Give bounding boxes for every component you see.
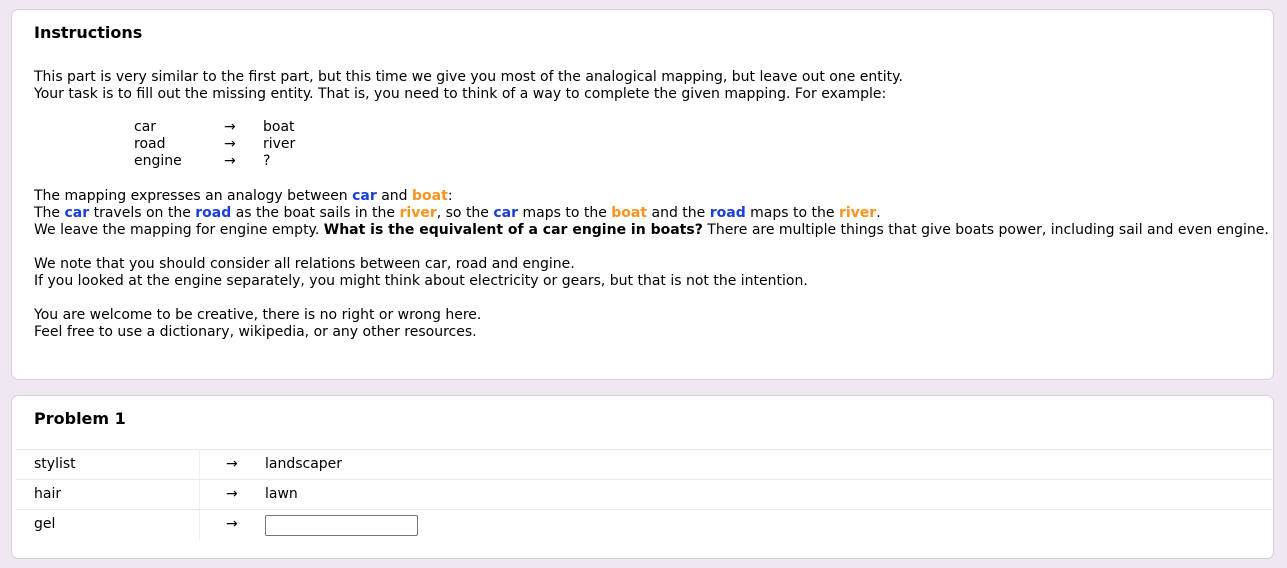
target-word: river (399, 205, 437, 221)
example-source: road (134, 136, 166, 152)
table-row (16, 449, 1272, 479)
intro-line-1: This part is very similar to the first part, but this time we give you most of the analogical mapping, but leave out one entity. (34, 69, 903, 85)
example-source: car (134, 119, 157, 135)
answer-input[interactable] (265, 515, 418, 536)
key-question: What is the equivalent of a car engine in boats? (323, 222, 703, 238)
problem-title: Problem 1 (34, 409, 126, 428)
problem-mapping-table (16, 449, 1272, 540)
target-word: boat (412, 188, 448, 204)
text: maps to the (518, 205, 612, 221)
problem-source: gel (34, 516, 56, 532)
text: : (447, 188, 453, 204)
text: as the boat sails in the (231, 205, 400, 221)
mapping-explanation (34, 188, 1269, 239)
instructions-title: Instructions (34, 23, 143, 42)
source-word: road (709, 205, 746, 221)
column-divider (199, 450, 200, 479)
column-divider (199, 510, 200, 540)
example-row (134, 136, 343, 153)
target-word: boat (611, 205, 648, 221)
text: The mapping expresses an analogy between (34, 188, 353, 204)
intro-line-2: Your task is to fill out the missing entity. That is, you need to think of a way to complete the given mapping. For example: (34, 86, 887, 102)
problem-source: stylist (34, 456, 76, 472)
arrow-icon: → (226, 456, 238, 472)
mapping-line-1 (34, 188, 1269, 205)
creative-text (34, 307, 481, 341)
arrow-icon: → (226, 516, 238, 532)
example-source: engine (134, 153, 182, 169)
example-row (134, 119, 343, 136)
problem-target: landscaper (265, 456, 343, 472)
example-target: ? (263, 153, 271, 169)
source-word: car (64, 205, 90, 221)
text: and the (647, 205, 710, 221)
target-word: river (838, 205, 877, 221)
arrow-icon: → (226, 486, 238, 502)
text: We leave the mapping for engine empty. (34, 222, 324, 238)
text: and (376, 188, 413, 204)
arrow-icon: → (224, 119, 236, 135)
note-line-2: If you looked at the engine separately, you might think about electricity or gears, but that is not the intention. (34, 273, 808, 289)
note-text (34, 256, 808, 290)
text: There are multiple things that give boats power, including sail and even engine. (702, 222, 1269, 238)
example-target: boat (263, 119, 295, 135)
note-line-1: We note that you should consider all relations between car, road and engine. (34, 256, 575, 272)
source-word: road (195, 205, 232, 221)
instructions-panel (11, 9, 1274, 380)
text: . (876, 205, 881, 221)
creative-line-2: Feel free to use a dictionary, wikipedia, or any other resources. (34, 324, 477, 340)
problem-source: hair (34, 486, 62, 502)
example-target: river (263, 136, 296, 152)
table-row (16, 479, 1272, 509)
intro-text (34, 69, 903, 103)
text: maps to the (745, 205, 839, 221)
mapping-line-3 (34, 222, 1269, 239)
mapping-line-2 (34, 205, 1269, 222)
text: , so the (436, 205, 494, 221)
column-divider (199, 480, 200, 509)
text: travels on the (89, 205, 196, 221)
table-row (16, 509, 1272, 540)
text: The (34, 205, 65, 221)
source-word: car (493, 205, 519, 221)
arrow-icon: → (224, 136, 236, 152)
example-mapping-table (134, 119, 343, 170)
creative-line-1: You are welcome to be creative, there is no right or wrong here. (34, 307, 482, 323)
source-word: car (352, 188, 377, 204)
problem-panel (11, 395, 1274, 559)
example-row (134, 153, 343, 170)
arrow-icon: → (224, 153, 236, 169)
problem-target: lawn (265, 486, 298, 502)
